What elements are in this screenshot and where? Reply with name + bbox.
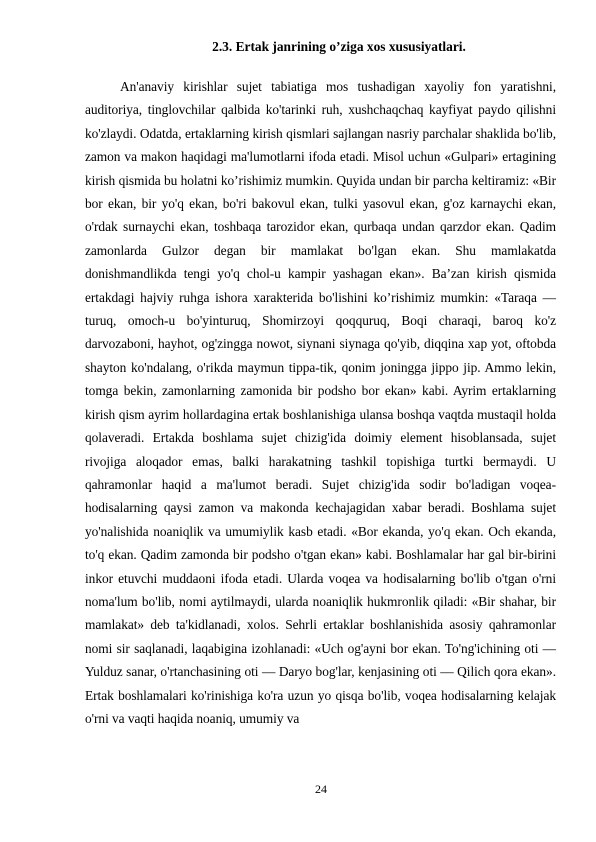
page-number: 24 — [315, 782, 327, 796]
section-heading: 2.3. Ertak janrining o’ziga xos xususiyatlari. — [212, 39, 466, 54]
body-paragraph: An'anaviy kirishlar sujet tabiatiga mos tushadigan xayoliy fon yaratishni, auditoriya, tinglovchilar qalbida ko'tarinki ruh, xushchaqchaq kayfiyat paydo qilishni ko'zlaydi. Odatda, ertaklarning kirish qismlari sajlangan nasriy parchalar shaklida bo'lib, zamon va makon haqidagi ma'lumotlarni ifoda etadi. Misol uchun «Gulpari» ertagining kirish qismida bu holatni ko’rishimiz mumkin. Quyida undan bir parcha keltiramiz: «Bir bor ekan, bir yo'q ekan, bo'ri bakovul ekan, tulki yasovul ekan, g'oz karnaychi ekan, o'rdak surnaychi ekan, toshbaqa tarozidor ekan, qurbaqa undan qarzdor ekan. Qadim zamonlarda Gulzor degan bir mamlakat bo'lgan ekan. Shu mamlakatda donishmandlikda tengi yo'q chol-u kampir yashagan ekan». Ba’zan kirish qismida ertakdagi hajviy ruhga ishora xarakterida bo'lishini ko’rishimiz mumkin: «Taraqa —turuq, omoch-u bo'yinturuq, Shomirzoyi qoqquruq, Boqi charaqi, baroq ko'z darvozaboni, hayhot, og'zingga nowot, siynani siynaga qo'yib, diqqina xap yot, oftobda shayton ko'ndalang, o'rikda maymun tippa-tik, qonim joningga jippo jip. Ammo lekin, tomga bekin, zamonlarning zamonida bir podsho bor ekan» kabi. Ayrim ertaklarning kirish qism ayrim hollardagina ertak boshlanishiga ulansa boshqa vaqtda mustaqil holda qolaveradi. Ertakda boshlama sujet chizig'ida doimiy element hisoblansada, sujet rivojiga aloqador emas, balki harakatning tashkil topishiga turtki bermaydi. U qahramonlar haqid a ma'lumot beradi. Sujet chizig'ida sodir bo'ladigan voqea-hodisalarning qaysi zamon va makonda kechajagidan xabar beradi. Boshlama sujet yo'nalishida noaniqlik va umumiylik kasb etadi. «Bor ekanda, yo'q ekan. Och ekanda, to'q ekan. Qadim zamonda bir podsho o'tgan ekan» kabi. Boshlamalar har gal bir-birini inkor etuvchi muddaoni ifoda etadi. Ularda voqea va hodisalarning bo'lib o'tgan o'rni noma'lum bo'lib, nomi aytilmaydi, ularda noaniqlik hukmronlik qiladi: «Bir shahar, bir mamlakat» deb ta'kidlanadi, xolos. Sehrli ertaklar boshlanishida asosiy qahramonlar nomi sir saqlanadi, laqabigina izohlanadi: «Uch og'ayni bor ekan. To'ng'ichining oti — Yulduz sanar, o'rtanchasining oti — Daryo bog'lar, kenjasining oti — Qilich qora ekan». Ertak boshlamalari ko'rinishiga ko'ra uzun yo qisqa bo'lib, voqea hodisalarning kelajak o'rni va vaqti haqida noaniq, umumiy va — [85, 79, 556, 726]
